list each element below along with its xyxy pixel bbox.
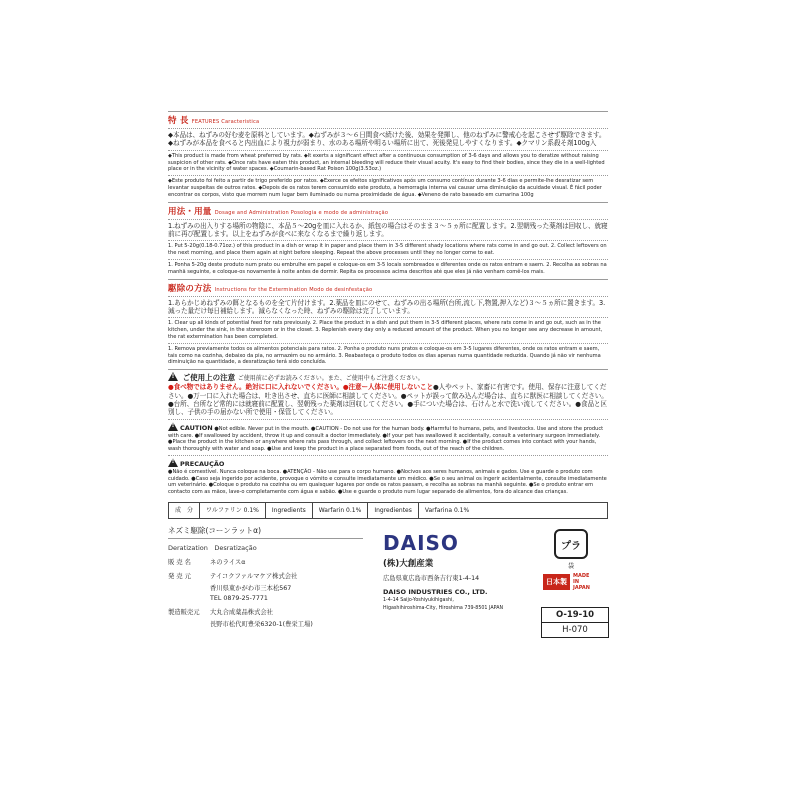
divider	[168, 317, 608, 318]
recycle-label: 袋	[567, 562, 574, 570]
extermination-title-jp: 駆除の方法	[168, 283, 212, 294]
divider	[168, 455, 608, 456]
dosage-title-jp: 用法・用量	[168, 206, 212, 217]
caution-pt-title: PRECAUÇÃO	[180, 460, 225, 468]
recycle-mark-text: プラ	[561, 540, 581, 552]
divider	[168, 219, 608, 220]
recycle-mark	[551, 529, 591, 570]
plastic-recycle-icon	[554, 529, 588, 559]
dosage-text-en: 1. Put 5-20g(0.18-0.71oz.) of this product in a dish or wrap it in paper and place them in 3-5 different shady locations where rats come in and go out. 2. Collect leftovers on the next morning, and place them again at night before sleeping. Repeat the above processes until they no longer come to eat.	[168, 243, 607, 257]
extermination-text-en: 1. Clear up all kinds of potential feed for rats previously. 2. Place the product in a dish and put them in 3-5 different places, where rats come in and go out, such as in the kitchen, under the sink, in the storeroom or in the closet. 3. Replenish every day only a reduced amount of the product. When you no longer see any decrease in amount, the rat extermination has been completed.	[168, 320, 603, 340]
daiso-logo: DAISO	[383, 530, 459, 555]
daiso-address-jp: 広島県東広島市西条吉行東1-4-14	[383, 574, 480, 582]
distributor-label: 発 売 元	[168, 572, 191, 580]
divider	[168, 419, 608, 420]
features-text-en: ◆This product is made from wheat preferred by rats. ◆It exerts a significant effect after a continuous consumption of 3-6 days and allows you to deratize without raising suspicion of other rats. ◆Once rats have eaten this product, an internal bleeding will reduce their visual acuity. It's easy to find their bodies, since they die in a well-lighted place or in the vicinity of water spaces. ◆Coumarin-based Rat Poison 100g(3.53oz.)	[168, 152, 605, 173]
extermination-text-jp: 1.あらかじめねずみの餌となるものを全て片付けます。2.薬品を皿にのせて、ねずみの出る場所(台所,流し下,物置,押入など)３～５ヵ所に置きます。3.減った量だけ毎日補給します。減らなくなった時、ねずみの駆除は完了しています。	[168, 298, 606, 315]
distributor-tel: TEL 0879-25-7771	[210, 594, 268, 602]
dosage-title-en: Dosage and Administration Posologia e modo de administração	[214, 209, 389, 216]
product-name: ネズミ駆除(コーンラットα)	[168, 525, 363, 539]
seller-label: 販 売 名	[168, 558, 191, 566]
divider	[168, 175, 608, 176]
warning-text-jp	[168, 383, 608, 417]
product-category: Deratization Desratização	[168, 543, 257, 552]
features-title-jp: 特 長	[168, 116, 189, 126]
product-code-2: H-070	[542, 622, 608, 637]
caution-pt-body: ●Não é comestível. Nunca coloque na boca. ●ATENÇÃO - Não use para o corpo humano. ●Nocivos aos seres humanos, animais e gados. Use e guarde o produto com cuidado. ●Caso seja ingerido por acidente, provoque o vómito e consulte imediatamente um médico. ●Se o seu animal os ingerir acidentalmente, consulte imediatamente um veterinário. ●Coloque o produto na cozinha ou em quaisquer lugares por onde os ratos passam, e recolha as sobras na manhã seguinte. ●Se o produto entrar em contacto com as mãos, lave-o completamente com água e sabão. ●Use e guarde o produto num lugar separado de alimentos, fora do alcance das crianças.	[168, 468, 607, 496]
caution-en-body: ●Not edible. Never put in the mouth. ●CAUTION - Do not use for the human body. ●Harmful to humans, pets, and livestocks. Use and store the product with care. ●If swallowed by accident, throw it up and consult a doctor immediately. ●If your pet has swallowed it accidentally, consult a veterinary surgeon immediately. ●Place the product in the kitchen or anywhere where rats pass through, and collect leftovers on the next morning. ●If the product comes into contact with your hands, wash thoroughly with water and soap. ●Use and keep the product in a place separated from foods, out of the reach of the children.	[168, 425, 604, 453]
seller-value: ネのライスα	[210, 558, 246, 566]
dosage-text-pt: 1. Ponha 5-20g deste produto num prato ou embrulhe em papel e coloque-os em 3-5 locais sombreados e diferentes onde os ratos entram e saem. 2. Recolha as sobras na manhã seguinte, e coloque-os novamente à noite antes de dormir. Repita os processos acima descritos até que eles já não venham comê-los mais.	[168, 262, 607, 275]
dosage-text-jp: 1.ねずみの出入りする場所の物陰に、本品５～20gを皿に入れるか、紙包の場合はそのまま３～５ヵ所に配置します。2.翌朝残った薬剤は回収し、就寝前に再び配置します。以上をねずみが食べに来なくなるまで繰り返します。	[168, 221, 608, 238]
warning-icon	[168, 422, 178, 431]
features-text-jp: ◆本品は、ねずみの好む麦を原料としています。◆ねずみが３～６日間食べ続けた後、効果を発揮し、他のねずみに警戒心を起こさせず駆除できます。◆ねずみが本品を食べると内出血により視力が弱まり、水のある場所や明るい場所に出て、死後発見しやすくなります。◆クマリン系殺そ剤100g入	[168, 131, 606, 148]
caution-en-title: CAUTION	[180, 423, 213, 432]
features-section	[168, 111, 608, 199]
warning-title: ご使用上の注意	[182, 373, 236, 383]
made-in-text-1: MADE	[573, 572, 590, 579]
warning-icon	[168, 458, 178, 467]
warning-red-2: ●注意ー人体に使用しないこと	[342, 383, 433, 392]
divider	[168, 128, 608, 129]
label-sheet	[168, 108, 608, 660]
warning-subtitle: ご使用前に必ずお読みください。また、ご使用中もご注意ください。	[237, 375, 424, 383]
ingredient-value-pt: Varfarina 0.1%	[424, 506, 470, 514]
features-text-pt: ◆Este produto foi feito a partir de trigo preferido por ratos. ◆Exerce os efeitos significativos após um consumo contínuo durante 3-6 dias e permite-lhe desratizar sem levantar suspeitas de outros ratos. ◆Depois de os ratos terem consumido este produto, a hemorragia interna vai causar uma diminuição da acuidade visual. É fácil poder encontrar os corpos, visto que morrem num lugar bem iluminado ou numa proximidade de água. ◆Veneno de rato baseado em cumarina 100g	[168, 178, 602, 198]
daiso-address-en-2: Higashihiroshima-City, Hiroshima 739-8501 JAPAN	[383, 605, 504, 611]
divider	[168, 150, 608, 151]
bottom-block	[168, 525, 608, 660]
made-in-japan-jp: 日本製	[543, 574, 570, 590]
manufacturer-label: 製造販売元	[168, 608, 200, 616]
product-code-box	[541, 607, 609, 638]
manufacturer-value: 大丸合成薬品株式会社	[210, 608, 273, 616]
manufacturer-address: 長野市松代町豊栄6320-1(豊栄工場)	[210, 620, 313, 628]
extermination-title-en: Instructions for the Extermination Modo de desinfestação	[214, 286, 373, 293]
ingredient-label-jp: 成 分	[169, 503, 200, 518]
features-title-en: FEATURES Caracteristica	[191, 119, 260, 125]
caution-en	[168, 422, 608, 453]
daiso-company-en: DAISO INDUSTRIES CO., LTD.	[383, 587, 488, 596]
product-code-1: O-19-10	[555, 609, 595, 620]
daiso-address-en-1: 1-4-14 Saijo-Yoshiyukihigashi,	[383, 597, 454, 603]
made-in-japan-badge	[543, 573, 590, 591]
warning-body-jp: ●人やペット、家畜に有害です。使用、保存に注意してください。●万一口に入れた場合は、吐き出させ、直ちに医師に相談してください。●ペットが誤って飲み込んだ場合は、直ちに獣医に相談してください。●台所、台所など常的には就寝前に配置し、翌朝残った薬剤は回収してください。●手についた場合は、石けんと水で洗い流してください。●食品と区別し、子供の手の届かない所で使用・保管してください。	[168, 383, 608, 417]
warning-section	[168, 369, 608, 496]
daiso-block	[383, 531, 503, 612]
divider	[168, 259, 608, 260]
warning-red-1: ●食べ物ではありません。絶対に口に入れないでください。	[168, 383, 343, 392]
distributor-address: 香川県東かがわ市三本松567	[210, 584, 292, 592]
made-in-text-3: JAPAN	[573, 584, 590, 591]
made-in-text-2: IN	[573, 578, 580, 585]
ingredient-label-pt: Ingredientes	[368, 503, 419, 518]
ingredient-value-jp: ワルファリン 0.1%	[200, 503, 266, 518]
divider	[168, 343, 608, 344]
caution-pt	[168, 458, 608, 496]
divider	[168, 296, 608, 297]
dosage-section	[168, 202, 608, 276]
extermination-section	[168, 279, 608, 367]
divider	[168, 240, 608, 241]
warning-icon	[168, 372, 178, 381]
ingredients-table	[168, 502, 608, 519]
daiso-company-jp: (株)大創産業	[383, 558, 434, 569]
ingredient-label-en: Ingredients	[266, 503, 313, 518]
distributor-value: テイコクファルマケア株式会社	[210, 572, 298, 580]
extermination-text-pt: 1. Remova previamente todos os alimentos potenciais para ratos. 2. Ponha o produto nuns pratos e coloque-os em 3-5 lugares diferentes, onde os ratos entram e saem, tais como na cozinha, debaixo da pia, no armazém ou no armário. 3. Reabasteça o produto todos os dias apenas numa quantidade reduzida. Quando já não vir nenhuma diminuição na quantidade, a desratização terá sido concluída.	[168, 345, 601, 366]
ingredient-value-en: Warfarin 0.1%	[313, 503, 369, 518]
